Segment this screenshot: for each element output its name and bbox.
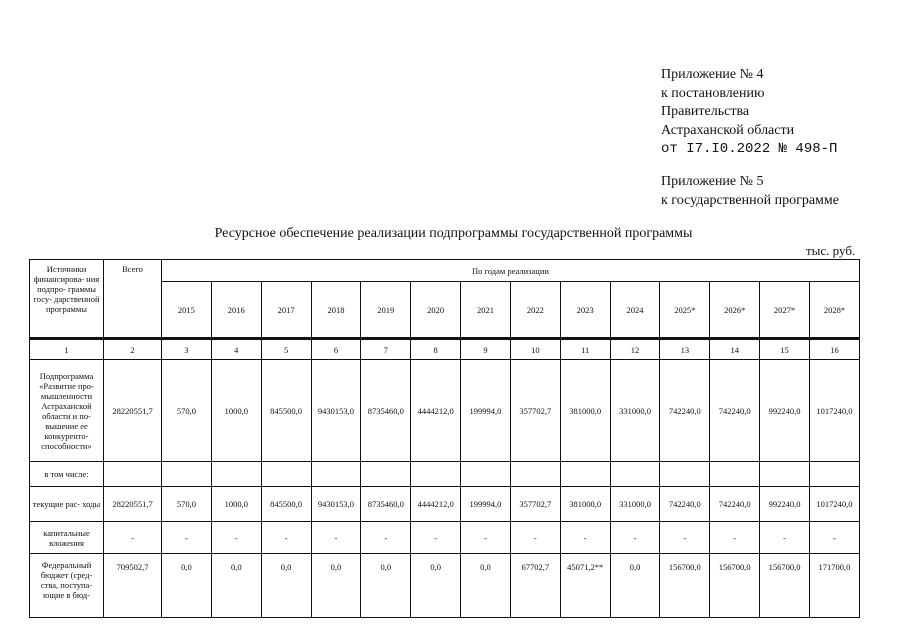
row-value-cell [311, 462, 361, 487]
year-header-cell: 2020 [411, 282, 461, 338]
row-value-cell: - [760, 522, 810, 554]
row-total-cell: - [104, 522, 162, 554]
row-label-cell: текущие рас- ходы [30, 487, 104, 522]
row-value-cell: - [610, 522, 660, 554]
appendix-program-to: к государственной программе [661, 192, 839, 208]
row-value-cell: - [560, 522, 610, 554]
column-number-cell: 15 [760, 340, 810, 360]
row-value-cell: 0,0 [261, 554, 311, 618]
table-row [30, 522, 860, 554]
appendix-decree-date: от I7.I0.2022 № 498-П [661, 141, 838, 157]
row-value-cell: - [461, 522, 511, 554]
row-value-cell: 0,0 [461, 554, 511, 618]
year-header-cell: 2019 [361, 282, 411, 338]
row-label-cell: Федеральный бюджет (сред- ства, поступа- ющие в бюд- [30, 554, 104, 618]
row-value-cell: 156700,0 [710, 554, 760, 618]
row-value-cell: 1000,0 [211, 487, 261, 522]
row-value-cell: 8735460,0 [361, 487, 411, 522]
row-value-cell: 0,0 [411, 554, 461, 618]
year-header-cell: 2021 [461, 282, 511, 338]
row-value-cell: 845500,0 [261, 487, 311, 522]
row-value-cell: 8735460,0 [361, 360, 411, 462]
row-value-cell: 1017240,0 [809, 360, 859, 462]
row-value-cell: 4444212,0 [411, 360, 461, 462]
row-value-cell: 357702,7 [510, 360, 560, 462]
row-value-cell: 742240,0 [710, 360, 760, 462]
row-value-cell: - [710, 522, 760, 554]
column-number-cell: 11 [560, 340, 610, 360]
row-value-cell: 331000,0 [610, 487, 660, 522]
appendix-decree-government: Правительства [661, 104, 750, 119]
document-title [0, 226, 905, 242]
row-value-cell: 570,0 [162, 360, 212, 462]
row-total-cell: 28220551,7 [104, 487, 162, 522]
row-value-cell: - [361, 522, 411, 554]
row-label-cell: капитальные вложения [30, 522, 104, 554]
year-header-cell: 2022 [510, 282, 560, 338]
row-value-cell: - [261, 522, 311, 554]
row-value-cell: 331000,0 [610, 360, 660, 462]
header-total-cell: Всего [104, 260, 162, 339]
row-value-cell [809, 462, 859, 487]
row-value-cell: 9430153,0 [311, 487, 361, 522]
year-header-cell: 2018 [311, 282, 361, 338]
row-value-cell: 742240,0 [660, 360, 710, 462]
row-value-cell: - [809, 522, 859, 554]
column-number-cell: 1 [30, 340, 104, 360]
row-value-cell [760, 462, 810, 487]
row-value-cell [162, 462, 212, 487]
header-years-cell: По годам реализации [162, 260, 860, 282]
row-label-cell: Подпрограмма «Развитие про- мышленности Астраханской области и по- вышение ее конкуренто- способности» [30, 360, 104, 462]
column-number-cell: 14 [710, 340, 760, 360]
row-value-cell: 1017240,0 [809, 487, 859, 522]
row-value-cell: 4444212,0 [411, 487, 461, 522]
header-row [30, 260, 860, 282]
row-value-cell: 381000,0 [560, 360, 610, 462]
row-value-cell [660, 462, 710, 487]
row-value-cell [560, 462, 610, 487]
appendix-decree-number: Приложение № 4 [661, 67, 764, 82]
row-value-cell [510, 462, 560, 487]
row-value-cell: 845500,0 [261, 360, 311, 462]
column-number-cell: 7 [361, 340, 411, 360]
row-value-cell [461, 462, 511, 487]
row-value-cell [211, 462, 261, 487]
row-value-cell: 0,0 [162, 554, 212, 618]
year-header-cell: 2028* [809, 282, 859, 338]
row-value-cell: - [211, 522, 261, 554]
year-header-cell: 2024 [610, 282, 660, 338]
row-value-cell: 0,0 [211, 554, 261, 618]
appendix-program-block [661, 173, 839, 210]
row-total-cell: 28220551,7 [104, 360, 162, 462]
column-number-cell: 8 [411, 340, 461, 360]
table-row [30, 360, 860, 462]
row-value-cell: 9430153,0 [311, 360, 361, 462]
row-total-cell [104, 462, 162, 487]
row-value-cell: - [411, 522, 461, 554]
row-value-cell: - [510, 522, 560, 554]
row-label-cell: в том числе: [30, 462, 104, 487]
appendix-decree-region: Астраханской области [661, 122, 795, 138]
column-number-cell: 9 [461, 340, 511, 360]
year-header-cell: 2015 [162, 282, 212, 338]
row-value-cell: 0,0 [361, 554, 411, 618]
table-row [30, 462, 860, 487]
column-number-cell: 13 [660, 340, 710, 360]
appendix-program-number: Приложение № 5 [661, 174, 764, 189]
row-value-cell [610, 462, 660, 487]
year-header-cell: 2016 [211, 282, 261, 338]
row-value-cell: - [660, 522, 710, 554]
column-number-cell: 6 [311, 340, 361, 360]
row-value-cell: 570,0 [162, 487, 212, 522]
column-number-cell: 4 [211, 340, 261, 360]
units-label: тыс. руб. [806, 243, 856, 258]
column-number-cell: 3 [162, 340, 212, 360]
year-header-cell: 2023 [560, 282, 610, 338]
row-value-cell: 156700,0 [760, 554, 810, 618]
row-value-cell [261, 462, 311, 487]
year-header-cell: 2025* [660, 282, 710, 338]
table-row [30, 554, 860, 618]
row-value-cell: 67702,7 [510, 554, 560, 618]
row-value-cell: 1000,0 [211, 360, 261, 462]
row-value-cell: - [311, 522, 361, 554]
row-value-cell: 45071,2** [560, 554, 610, 618]
header-source-cell: Источники финансирова- ния подпро- граммы госу- дарственной программы [30, 260, 104, 339]
table-row [30, 487, 860, 522]
row-value-cell: 742240,0 [710, 487, 760, 522]
row-value-cell: 0,0 [311, 554, 361, 618]
column-number-cell: 5 [261, 340, 311, 360]
year-header-cell: 2017 [261, 282, 311, 338]
column-number-cell: 10 [510, 340, 560, 360]
row-total-cell: 709502,7 [104, 554, 162, 618]
appendix-decree-to: к постановлению [661, 85, 765, 101]
row-value-cell [411, 462, 461, 487]
row-value-cell: 199994,0 [461, 360, 511, 462]
row-value-cell: 992240,0 [760, 360, 810, 462]
row-value-cell: 199994,0 [461, 487, 511, 522]
row-value-cell: 992240,0 [760, 487, 810, 522]
row-value-cell: 0,0 [610, 554, 660, 618]
column-number-cell: 2 [104, 340, 162, 360]
column-number-cell: 16 [809, 340, 859, 360]
resource-table [29, 259, 860, 618]
year-header-cell: 2026* [710, 282, 760, 338]
column-number-row [30, 340, 860, 360]
document-title-text: Ресурсное обеспечение реализации подпрограммы государственной программы [214, 226, 693, 241]
row-value-cell: 171700,0 [809, 554, 859, 618]
row-value-cell [710, 462, 760, 487]
row-value-cell: 357702,7 [510, 487, 560, 522]
row-value-cell: - [162, 522, 212, 554]
appendix-decree-block [661, 66, 837, 159]
row-value-cell: 156700,0 [660, 554, 710, 618]
row-value-cell: 742240,0 [660, 487, 710, 522]
column-number-cell: 12 [610, 340, 660, 360]
row-value-cell: 381000,0 [560, 487, 610, 522]
year-header-cell: 2027* [760, 282, 810, 338]
row-value-cell [361, 462, 411, 487]
